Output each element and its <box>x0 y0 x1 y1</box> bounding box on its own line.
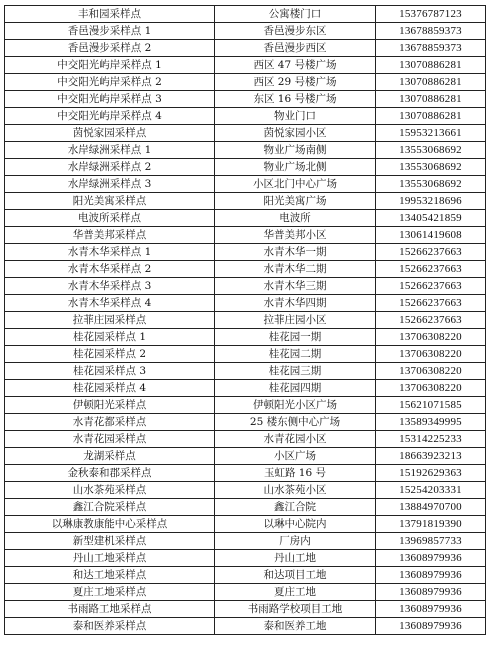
location-cell: 西区 47 号楼广场 <box>215 57 376 74</box>
table-row <box>5 193 486 210</box>
phone-cell: 13678859373 <box>376 40 486 57</box>
site-name-cell: 水青木华采样点 2 <box>5 261 215 278</box>
site-name-cell: 泰和医养采样点 <box>5 618 215 635</box>
table-row <box>5 533 486 550</box>
table-row <box>5 465 486 482</box>
table-row <box>5 40 486 57</box>
phone-cell: 13608979936 <box>376 601 486 618</box>
location-cell: 茵悦家园小区 <box>215 125 376 142</box>
phone-cell: 13608979936 <box>376 567 486 584</box>
location-cell: 水青花园小区 <box>215 431 376 448</box>
location-cell: 以琳中心院内 <box>215 516 376 533</box>
location-cell: 电波所 <box>215 210 376 227</box>
site-name-cell: 水岸绿洲采样点 3 <box>5 176 215 193</box>
location-cell: 东区 16 号楼广场 <box>215 91 376 108</box>
phone-cell: 15192629363 <box>376 465 486 482</box>
location-cell: 泰和医养工地 <box>215 618 376 635</box>
table-row <box>5 567 486 584</box>
phone-cell: 15266237663 <box>376 261 486 278</box>
site-name-cell: 桂花园采样点 1 <box>5 329 215 346</box>
location-cell: 水青木华四期 <box>215 295 376 312</box>
site-name-cell: 水青花都采样点 <box>5 414 215 431</box>
table-row <box>5 618 486 635</box>
location-cell: 物业广场北侧 <box>215 159 376 176</box>
phone-cell: 19953218696 <box>376 193 486 210</box>
phone-cell: 13884970700 <box>376 499 486 516</box>
phone-cell: 15314225233 <box>376 431 486 448</box>
site-name-cell: 香邑漫步采样点 2 <box>5 40 215 57</box>
location-cell: 和达项目工地 <box>215 567 376 584</box>
phone-cell: 15953213661 <box>376 125 486 142</box>
site-name-cell: 鑫江合院采样点 <box>5 499 215 516</box>
table-row <box>5 278 486 295</box>
table-row <box>5 91 486 108</box>
phone-cell: 13070886281 <box>376 108 486 125</box>
site-name-cell: 桂花园采样点 4 <box>5 380 215 397</box>
site-name-cell: 以琳康教康能中心采样点 <box>5 516 215 533</box>
table-row <box>5 159 486 176</box>
phone-cell: 13405421859 <box>376 210 486 227</box>
phone-cell: 13553068692 <box>376 176 486 193</box>
location-cell: 厂房内 <box>215 533 376 550</box>
site-name-cell: 水青木华采样点 4 <box>5 295 215 312</box>
site-name-cell: 水岸绿洲采样点 1 <box>5 142 215 159</box>
location-cell: 桂花园二期 <box>215 346 376 363</box>
site-name-cell: 山水茶苑采样点 <box>5 482 215 499</box>
site-name-cell: 茵悦家园采样点 <box>5 125 215 142</box>
site-name-cell: 丰和园采样点 <box>5 6 215 23</box>
location-cell: 香邑漫步西区 <box>215 40 376 57</box>
phone-cell: 13553068692 <box>376 159 486 176</box>
table-row <box>5 431 486 448</box>
table-row <box>5 244 486 261</box>
table-row <box>5 584 486 601</box>
phone-cell: 13608979936 <box>376 584 486 601</box>
table-row <box>5 74 486 91</box>
sampling-sites-table <box>4 5 486 635</box>
location-cell: 西区 29 号楼广场 <box>215 74 376 91</box>
site-name-cell: 伊顿阳光采样点 <box>5 397 215 414</box>
table-row <box>5 516 486 533</box>
phone-cell: 15266237663 <box>376 244 486 261</box>
site-name-cell: 拉菲庄园采样点 <box>5 312 215 329</box>
site-name-cell: 书雨路工地采样点 <box>5 601 215 618</box>
location-cell: 鑫江合院 <box>215 499 376 516</box>
location-cell: 公寓楼门口 <box>215 6 376 23</box>
phone-cell: 13589349995 <box>376 414 486 431</box>
phone-cell: 13070886281 <box>376 74 486 91</box>
site-name-cell: 龙湖采样点 <box>5 448 215 465</box>
location-cell: 物业广场南侧 <box>215 142 376 159</box>
location-cell: 小区北门中心广场 <box>215 176 376 193</box>
phone-cell: 13553068692 <box>376 142 486 159</box>
table-row <box>5 448 486 465</box>
table-row <box>5 312 486 329</box>
phone-cell: 13608979936 <box>376 550 486 567</box>
phone-cell: 13608979936 <box>376 618 486 635</box>
table-row <box>5 397 486 414</box>
table-row <box>5 482 486 499</box>
table-row <box>5 57 486 74</box>
phone-cell: 15254203331 <box>376 482 486 499</box>
location-cell: 25 楼东侧中心广场 <box>215 414 376 431</box>
table-row <box>5 23 486 40</box>
phone-cell: 15266237663 <box>376 312 486 329</box>
table-row <box>5 142 486 159</box>
phone-cell: 13706308220 <box>376 329 486 346</box>
location-cell: 书雨路学校项目工地 <box>215 601 376 618</box>
phone-cell: 15266237663 <box>376 295 486 312</box>
location-cell: 伊顿阳光小区广场 <box>215 397 376 414</box>
location-cell: 物业门口 <box>215 108 376 125</box>
table-row <box>5 601 486 618</box>
phone-cell: 13070886281 <box>376 57 486 74</box>
table-row <box>5 380 486 397</box>
site-name-cell: 华普美邦采样点 <box>5 227 215 244</box>
table-row <box>5 210 486 227</box>
document-page <box>4 5 485 635</box>
phone-cell: 13061419608 <box>376 227 486 244</box>
site-name-cell: 水岸绿洲采样点 2 <box>5 159 215 176</box>
location-cell: 小区广场 <box>215 448 376 465</box>
location-cell: 华普美邦小区 <box>215 227 376 244</box>
phone-cell: 15266237663 <box>376 278 486 295</box>
table-row <box>5 125 486 142</box>
phone-cell: 13791819390 <box>376 516 486 533</box>
site-name-cell: 阳光美寓采样点 <box>5 193 215 210</box>
table-row <box>5 329 486 346</box>
location-cell: 桂花园一期 <box>215 329 376 346</box>
location-cell: 水青木华二期 <box>215 261 376 278</box>
site-name-cell: 夏庄工地采样点 <box>5 584 215 601</box>
site-name-cell: 中交阳光屿岸采样点 3 <box>5 91 215 108</box>
phone-cell: 13706308220 <box>376 380 486 397</box>
site-name-cell: 新型建机采样点 <box>5 533 215 550</box>
location-cell: 丹山工地 <box>215 550 376 567</box>
table-row <box>5 346 486 363</box>
site-name-cell: 电波所采样点 <box>5 210 215 227</box>
location-cell: 阳光美寓广场 <box>215 193 376 210</box>
table-row <box>5 227 486 244</box>
site-name-cell: 中交阳光屿岸采样点 4 <box>5 108 215 125</box>
phone-cell: 15376787123 <box>376 6 486 23</box>
site-name-cell: 桂花园采样点 3 <box>5 363 215 380</box>
site-name-cell: 金秋泰和郡采样点 <box>5 465 215 482</box>
site-name-cell: 中交阳光屿岸采样点 1 <box>5 57 215 74</box>
table-row <box>5 6 486 23</box>
table-row <box>5 414 486 431</box>
phone-cell: 13678859373 <box>376 23 486 40</box>
phone-cell: 13706308220 <box>376 363 486 380</box>
site-name-cell: 和达工地采样点 <box>5 567 215 584</box>
location-cell: 水青木华三期 <box>215 278 376 295</box>
table-row <box>5 261 486 278</box>
table-row <box>5 295 486 312</box>
site-name-cell: 水青木华采样点 3 <box>5 278 215 295</box>
location-cell: 桂花园三期 <box>215 363 376 380</box>
site-name-cell: 水青木华采样点 1 <box>5 244 215 261</box>
table-row <box>5 176 486 193</box>
table-body <box>5 6 486 635</box>
location-cell: 玉虹路 16 号 <box>215 465 376 482</box>
site-name-cell: 水青花园采样点 <box>5 431 215 448</box>
phone-cell: 15621071585 <box>376 397 486 414</box>
phone-cell: 18663923213 <box>376 448 486 465</box>
location-cell: 夏庄工地 <box>215 584 376 601</box>
location-cell: 拉菲庄园小区 <box>215 312 376 329</box>
phone-cell: 13706308220 <box>376 346 486 363</box>
site-name-cell: 中交阳光屿岸采样点 2 <box>5 74 215 91</box>
site-name-cell: 桂花园采样点 2 <box>5 346 215 363</box>
table-row <box>5 550 486 567</box>
location-cell: 水青木华一期 <box>215 244 376 261</box>
phone-cell: 13070886281 <box>376 91 486 108</box>
site-name-cell: 丹山工地采样点 <box>5 550 215 567</box>
location-cell: 山水茶苑小区 <box>215 482 376 499</box>
table-row <box>5 108 486 125</box>
location-cell: 桂花园四期 <box>215 380 376 397</box>
location-cell: 香邑漫步东区 <box>215 23 376 40</box>
table-row <box>5 499 486 516</box>
table-row <box>5 363 486 380</box>
phone-cell: 13969857733 <box>376 533 486 550</box>
site-name-cell: 香邑漫步采样点 1 <box>5 23 215 40</box>
